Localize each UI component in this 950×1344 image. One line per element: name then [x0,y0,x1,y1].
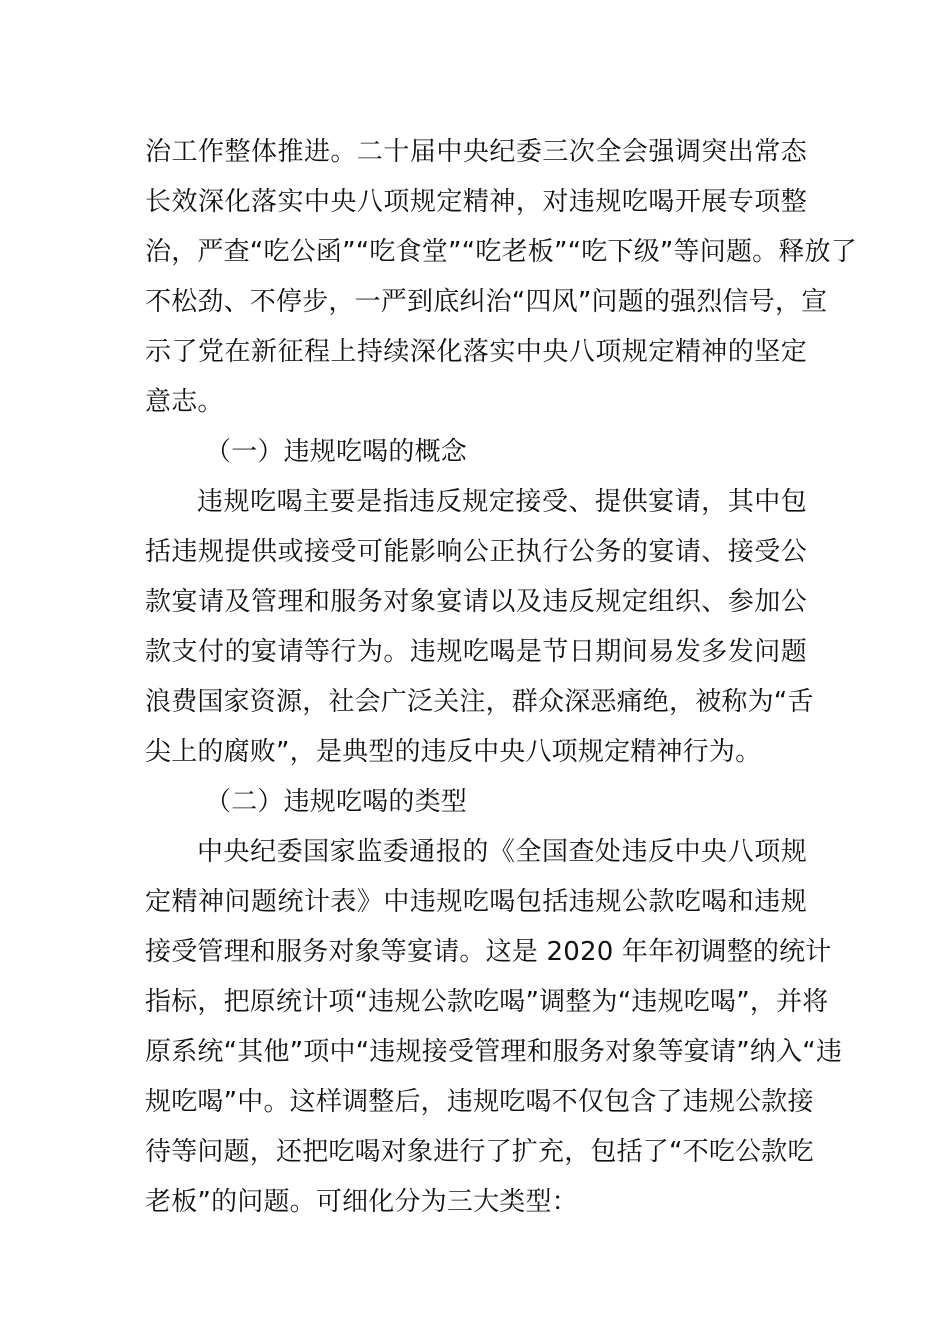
text-line: 长效深化落实中央八项规定精神，对违规吃喝开展专项整 [145,187,807,217]
section-heading-concept: （一）违规吃喝的概念 [205,437,468,467]
text-line: 意志。 [145,387,224,417]
text-line: 接受管理和服务对象等宴请。这是 2020 年年初调整的统计 [145,937,832,967]
text-line: 不松劲、不停步，一严到底纠治“四风”问题的强烈信号，宣 [145,287,828,317]
text-line: 违规吃喝主要是指违反规定接受、提供宴请，其中包 [197,487,807,517]
text-line: 原系统“其他”项中“违规接受管理和服务对象等宴请”纳入“违 [145,1037,843,1067]
text-line: 指标，把原统计项“违规公款吃喝”调整为“违规吃喝”，并将 [145,987,829,1017]
document-body [145,127,857,1227]
text-line: 款支付的宴请等行为。违规吃喝是节日期间易发多发问题 [145,637,807,667]
types-paragraph [145,827,843,1227]
intro-paragraph [145,127,857,427]
text-line: 括违规提供或接受可能影响公正执行公务的宴请、接受公 [145,537,807,567]
text-line: 规吃喝”中。这样调整后，违规吃喝不仅包含了违规公款接 [145,1087,814,1117]
text-line: 尖上的腐败”，是典型的违反中央八项规定精神行为。 [145,737,762,767]
text-line: 治工作整体推进。二十届中央纪委三次全会强调突出常态 [145,137,807,167]
concept-paragraph [145,477,814,777]
text-line: 浪费国家资源，社会广泛关注，群众深恶痛绝，被称为“舌 [145,687,814,717]
text-line: 待等问题，还把吃喝对象进行了扩充，包括了“不吃公款吃 [145,1137,814,1167]
text-line: 中央纪委国家监委通报的《全国查处违反中央八项规 [197,837,807,867]
text-line: 定精神问题统计表》中违规吃喝包括违规公款吃喝和违规 [145,887,807,917]
section-heading-types: （二）违规吃喝的类型 [205,787,468,817]
text-line: 老板”的问题。可细化分为三大类型： [145,1187,578,1217]
text-line: 示了党在新征程上持续深化落实中央八项规定精神的坚定 [145,337,807,367]
text-line: 款宴请及管理和服务对象宴请以及违反规定组织、参加公 [145,587,807,617]
text-line: 治，严查“吃公函”“吃食堂”“吃老板”“吃下级”等问题。释放了 [145,237,857,267]
